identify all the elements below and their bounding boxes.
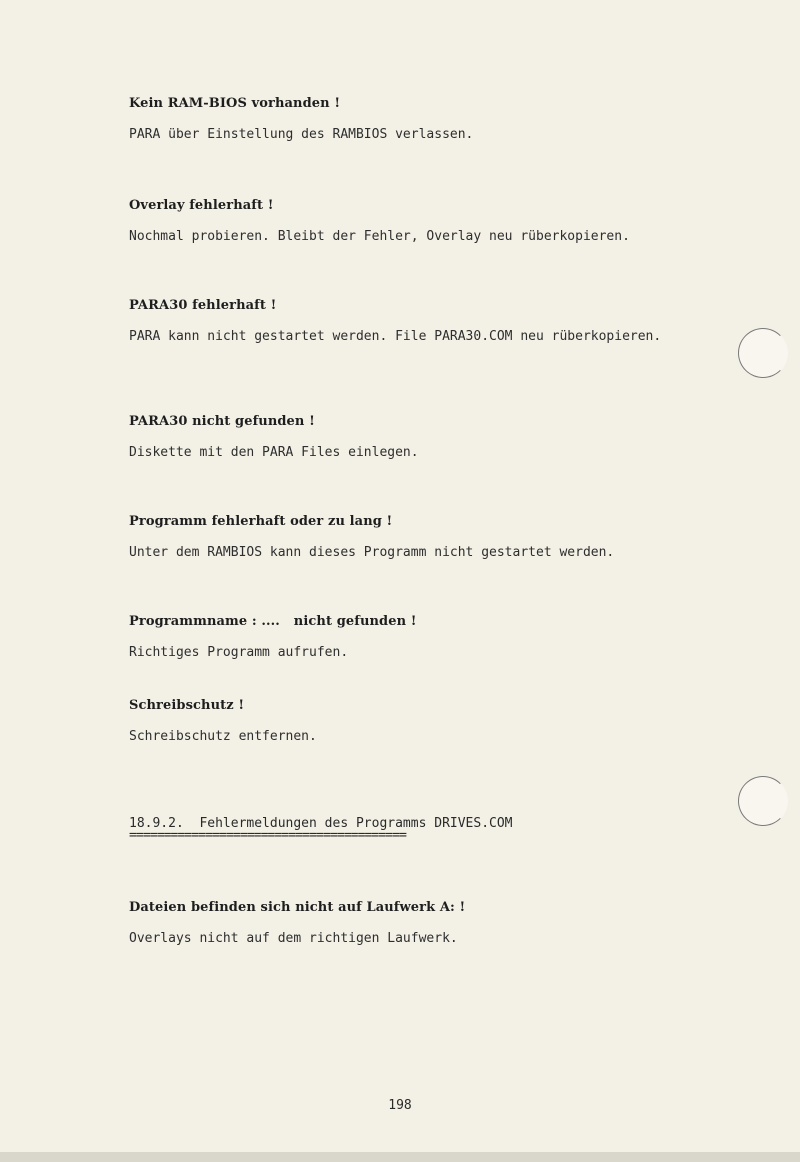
error-description: PARA kann nicht gestartet werden. File PARA30.COM neu rüberkopieren.: [129, 329, 662, 344]
error-title: Overlay fehlerhaft !: [129, 198, 274, 213]
error-description: Unter dem RAMBIOS kann dieses Programm nicht gestartet werden.: [129, 545, 615, 560]
error-description: Overlays nicht auf dem richtigen Laufwerk.: [129, 931, 458, 946]
error-description: Schreibschutz entfernen.: [129, 729, 317, 744]
section-heading: [129, 816, 689, 841]
error-entry-para30-defect: [129, 298, 689, 345]
error-title: PARA30 nicht gefunden !: [129, 414, 315, 429]
error-title: Programmname : .... nicht gefunden !: [129, 614, 417, 629]
error-entry-overlay: [129, 198, 689, 245]
error-entry-program-defect: [129, 514, 689, 561]
error-entry-para30-missing: [129, 414, 689, 461]
error-description: PARA über Einstellung des RAMBIOS verlassen.: [129, 127, 474, 142]
punch-hole-icon: [738, 328, 788, 378]
page-number: 198: [388, 1098, 412, 1113]
error-description: Nochmal probieren. Bleibt der Fehler, Overlay neu rüberkopieren.: [129, 229, 630, 244]
error-description: Richtiges Programm aufrufen.: [129, 645, 349, 660]
error-title: Dateien befinden sich nicht auf Laufwerk A: !: [129, 900, 466, 915]
error-description: Diskette mit den PARA Files einlegen.: [129, 445, 419, 460]
paper-edge: [0, 1152, 800, 1162]
error-title: Kein RAM-BIOS vorhanden !: [129, 96, 341, 111]
error-entry-ram-bios: [129, 96, 689, 143]
error-entry-write-protect: [129, 698, 689, 745]
error-title: Programm fehlerhaft oder zu lang !: [129, 514, 393, 529]
error-entry-program-not-found: [129, 614, 689, 661]
section-underline: ========================================: [129, 828, 407, 843]
error-entry-drives: [129, 900, 689, 947]
punch-hole-icon: [738, 776, 788, 826]
error-title: PARA30 fehlerhaft !: [129, 298, 277, 313]
error-title: Schreibschutz !: [129, 698, 245, 713]
section-title: 18.9.2. Fehlermeldungen des Programms DRIVES.COM: [129, 816, 513, 831]
